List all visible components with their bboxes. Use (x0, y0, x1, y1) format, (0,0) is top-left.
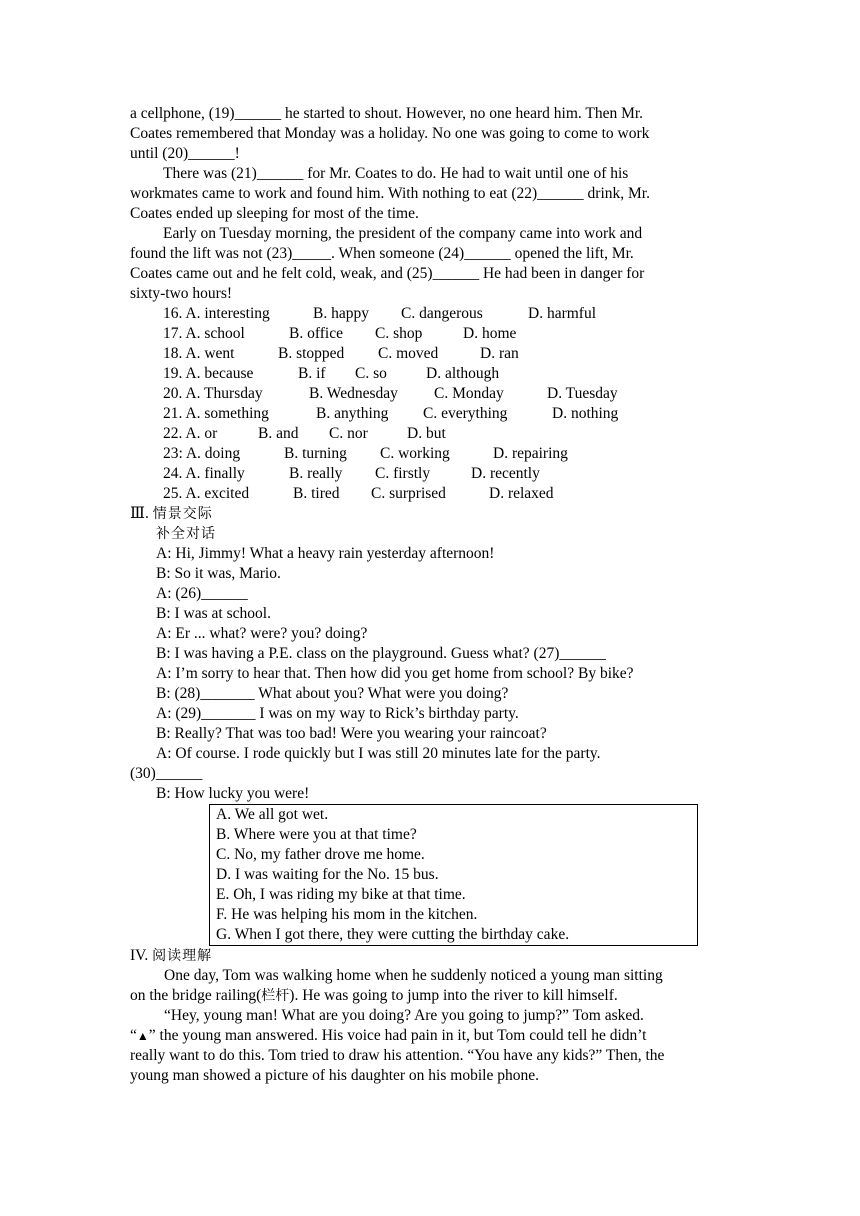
option-c: C. moved (378, 345, 439, 362)
option-b: B. tired (293, 485, 340, 502)
worksheet-content (130, 104, 730, 1086)
passage-line: Early on Tuesday morning, the president of the company came into work and (163, 225, 643, 242)
option-d: D. repairing (493, 445, 568, 462)
passage-line: Coates ended up sleeping for most of the time. (130, 205, 419, 222)
option-a: 18. A. went (163, 345, 235, 362)
question-22-options (130, 424, 730, 444)
option-a: 24. A. finally (163, 465, 245, 482)
question-19-options (130, 364, 730, 384)
option-d: D. harmful (528, 305, 597, 322)
triangle-blank-icon: ▲ (136, 1029, 149, 1043)
option-c: C. Monday (434, 385, 504, 402)
option-a: 19. A. because (163, 365, 254, 382)
dialogue-line: B: (28)_______ What about you? What were you doing? (156, 685, 509, 702)
option-b: B. happy (313, 305, 369, 322)
passage-line: sixty-two hours! (130, 285, 233, 302)
question-18-options (130, 344, 730, 364)
reading-line: One day, Tom was walking home when he suddenly noticed a young man sitting (164, 967, 663, 984)
question-20-options (130, 384, 730, 404)
option-d: D. although (426, 365, 500, 382)
section-3-heading (130, 504, 730, 524)
passage-line: workmates came to work and found him. With nothing to eat (22)______ drink, Mr. (130, 185, 650, 202)
option-a: 23: A. doing (163, 445, 241, 462)
passage-line: found the lift was not (23)_____. When someone (24)______ opened the lift, Mr. (130, 245, 634, 262)
option-a: 25. A. excited (163, 485, 250, 502)
choice-item: G. When I got there, they were cutting the birthday cake. (216, 926, 570, 943)
dialogue-line: B: So it was, Mario. (156, 565, 281, 582)
section-title: 情景交际 (152, 506, 213, 522)
option-a: 21. A. something (163, 405, 269, 422)
option-c: C. working (380, 445, 450, 462)
option-d: D. recently (471, 465, 540, 482)
option-c: C. so (355, 365, 387, 382)
option-a: 22. A. or (163, 425, 218, 442)
section-title: 阅读理解 (152, 948, 213, 964)
question-16-options (130, 304, 730, 324)
option-c: C. shop (375, 325, 423, 342)
option-b: B. office (289, 325, 343, 342)
question-17-options (130, 324, 730, 344)
section-3-subtitle: 补全对话 (156, 526, 216, 542)
option-c: C. nor (329, 425, 368, 442)
reading-line (130, 986, 730, 1006)
choice-item: B. Where were you at that time? (216, 826, 417, 843)
choice-item: E. Oh, I was riding my bike at that time. (216, 886, 466, 903)
reading-text: ” the young man answered. His voice had pain in it, but Tom could tell he didn’t (148, 1027, 647, 1044)
question-21-options (130, 404, 730, 424)
option-a: 20. A. Thursday (163, 385, 263, 402)
option-b: B. and (258, 425, 299, 442)
dialogue-line: B: I was having a P.E. class on the playground. Guess what? (27)______ (156, 645, 606, 662)
reading-gloss: 栏杆 (261, 988, 290, 1004)
option-b: B. really (289, 465, 343, 482)
section-number: Ⅲ. (130, 505, 149, 522)
option-a: 16. A. interesting (163, 305, 270, 322)
option-c: C. everything (423, 405, 508, 422)
reading-text: ). He was going to jump into the river to kill himself. (289, 987, 618, 1004)
option-d: D. nothing (552, 405, 619, 422)
passage-line: Coates came out and he felt cold, weak, and (25)______ He had been in danger for (130, 265, 645, 282)
option-d: D. but (407, 425, 446, 442)
dialogue-line: A: Of course. I rode quickly but I was still 20 minutes late for the party. (156, 745, 601, 762)
option-b: B. if (298, 365, 326, 382)
dialogue-line: B: I was at school. (156, 605, 271, 622)
section-number: IV. (130, 947, 149, 964)
option-c: C. surprised (371, 485, 446, 502)
dialogue-line: A: (29)_______ I was on my way to Rick’s birthday party. (156, 705, 519, 722)
option-c: C. firstly (375, 465, 431, 482)
option-a: 17. A. school (163, 325, 245, 342)
reading-line (130, 1026, 730, 1046)
option-b: B. Wednesday (309, 385, 398, 402)
passage-line: There was (21)______ for Mr. Coates to do. He had to wait until one of his (163, 165, 629, 182)
dialogue-line: A: (26)______ (156, 585, 248, 602)
options-list (130, 304, 730, 504)
reading-line: really want to do this. Tom tried to draw his attention. “You have any kids?” Then, the (130, 1047, 665, 1064)
option-b: B. stopped (278, 345, 345, 362)
option-d: D. Tuesday (547, 385, 618, 402)
option-d: D. home (463, 325, 517, 342)
dialogue-line: A: I’m sorry to hear that. Then how did you get home from school? By bike? (156, 665, 634, 682)
dialogue-line-wrap: (30)______ (130, 765, 203, 782)
dialogue-line: A: Hi, Jimmy! What a heavy rain yesterday afternoon! (156, 545, 495, 562)
passage-line: Coates remembered that Monday was a holiday. No one was going to come to work (130, 125, 650, 142)
option-c: C. dangerous (401, 305, 483, 322)
choice-item: C. No, my father drove me home. (216, 846, 425, 863)
reading-line: “Hey, young man! What are you doing? Are you going to jump?” Tom asked. (164, 1007, 644, 1024)
reading-line: young man showed a picture of his daughter on his mobile phone. (130, 1067, 539, 1084)
reading-text: on the bridge railing( (130, 987, 262, 1004)
reading-text: “ (130, 1027, 137, 1044)
option-b: B. turning (284, 445, 347, 462)
question-25-options (130, 484, 730, 504)
option-d: D. ran (480, 345, 519, 362)
answer-choices-box (209, 804, 698, 946)
dialogue-line: B: Really? That was too bad! Were you wearing your raincoat? (156, 725, 547, 742)
dialogue-line: A: Er ... what? were? you? doing? (156, 625, 368, 642)
section-4-heading (130, 946, 730, 966)
passage-line: until (20)______! (130, 145, 240, 162)
option-b: B. anything (316, 405, 389, 422)
choice-item: A. We all got wet. (216, 806, 329, 823)
passage-line: a cellphone, (19)______ he started to shout. However, no one heard him. Then Mr. (130, 105, 644, 122)
choice-item: D. I was waiting for the No. 15 bus. (216, 866, 439, 883)
option-d: D. relaxed (489, 485, 554, 502)
question-24-options (130, 464, 730, 484)
choice-item: F. He was helping his mom in the kitchen. (216, 906, 478, 923)
question-23-options (130, 444, 730, 464)
dialogue-line: B: How lucky you were! (156, 785, 310, 802)
